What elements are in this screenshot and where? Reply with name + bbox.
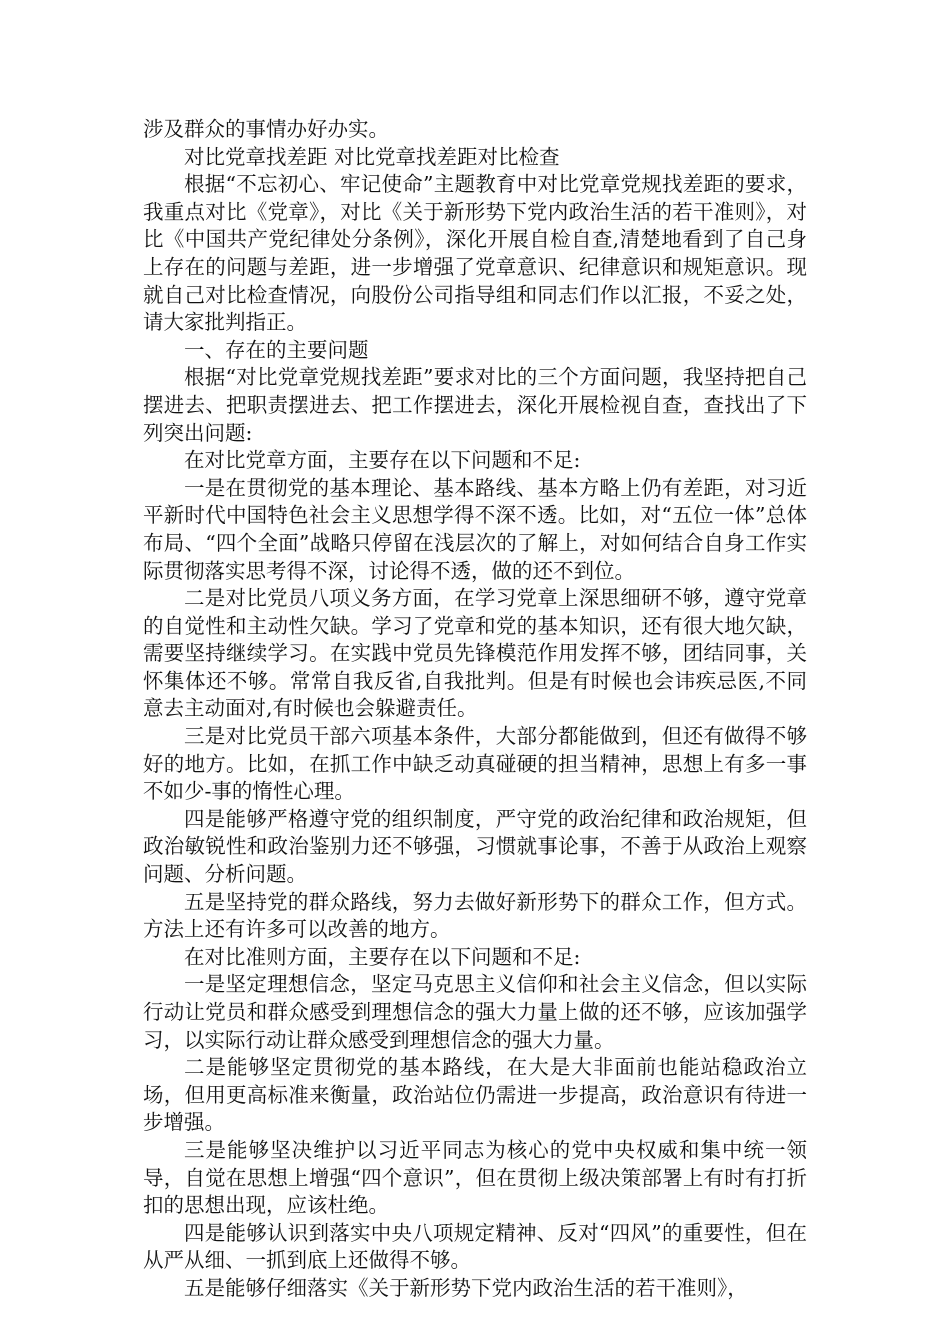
subsection-heading-party-constitution: 在对比党章方面，主要存在以下问题和不足: — [184, 448, 581, 473]
paragraph: 根据“对比党章党规找差距”要求对比的三个方面问题，我坚持把自己摆进去、把职责摆进去、把工作摆进去，深化开展检视自查，查找出了下列突出问题: — [143, 365, 807, 445]
document-body — [143, 116, 807, 1303]
paragraph-continuation: 涉及群众的事情办好办实。 — [143, 117, 389, 141]
paragraph: 三是对比党员干部六项基本条件，大部分都能做到，但还有做得不够好的地方。比如，在抓工作中缺乏动真碰硬的担当精神，思想上有多一事不如少-事的惰性心理。 — [143, 724, 807, 804]
intro-paragraph: 根据“不忘初心、牢记使命”主题教育中对比党章党规找差距的要求，我重点对比《党章》，对比《关于新形势下党内政治生活的若干准则》，对比《中国共产党纪律处分条例》，深化开展自检自查,清楚地看到了自己身上存在的问题与差距，进一步增强了党章意识、纪律意识和规矩意识。现就自己对比检查情况，向股份公司指导组和同志们作以汇报，不妥之处，请大家批判指正。 — [143, 172, 807, 335]
paragraph: 二是能够坚定贯彻党的基本路线，在大是大非面前也能站稳政治立场，但用更高标准来衡量，政治站位仍需进一步提高，政治意识有待进一步增强。 — [143, 1055, 807, 1135]
paragraph: 五是坚持党的群众路线，努力去做好新形势下的群众工作，但方式。方法上还有许多可以改善的地方。 — [143, 889, 807, 942]
section-heading-main-problems: 一、存在的主要问题 — [184, 337, 369, 362]
paragraph: 五是能够仔细落实《关于新形势下党内政治生活的若干准则》， — [184, 1275, 748, 1300]
paragraph: 四是能够严格遵守党的组织制度，严守党的政治纪律和政治规矩，但政治敏锐性和政治鉴别力还不够强，习惯就事论事，不善于从政治上观察问题、分析问题。 — [143, 806, 807, 887]
paragraph: 一是在贯彻党的基本理论、基本路线、基本方略上仍有差距，对习近平新时代中国特色社会主义思想学得不深不透。比如，对“五位一体”总体布局、“四个全面”战略只停留在浅层次的了解上，对如何结合自身工作实际贯彻落实思考得不深，讨论得不透，做的还不到位。 — [143, 475, 807, 583]
document-title: 对比党章找差距 对比党章找差距对比检查 — [184, 144, 560, 169]
paragraph: 三是能够坚决维护以习近平同志为核心的党中央权威和集中统一领导，自觉在思想上增强“四个意识”，但在贯彻上级决策部署上有时有打折扣的思想出现，应该杜绝。 — [143, 1137, 807, 1218]
paragraph: 一是坚定理想信念，坚定马克思主义信仰和社会主义信念，但以实际行动让党员和群众感受到理想信念的强大力量上做的还不够，应该加强学习，以实际行动让群众感受到理想信念的强大力量。 — [143, 972, 807, 1052]
paragraph: 四是能够认识到落实中央八项规定精神、反对“四风”的重要性，但在从严从细、一抓到底上还做得不够。 — [143, 1220, 807, 1273]
paragraph: 二是对比党员八项义务方面，在学习党章上深思细研不够，遵守党章的自觉性和主动性欠缺。学习了党章和党的基本知识，还有很大地欠缺，需要坚持继续学习。在实践中党员先锋模范作用发挥不够，团结同事，关怀集体还不够。常常自我反省,自我批判。但是有时候也会讳疾忌医,不同意去主动面对,有时候也会躲避责任。 — [143, 586, 807, 721]
subsection-heading-guidelines: 在对比准则方面，主要存在以下问题和不足: — [184, 944, 581, 969]
